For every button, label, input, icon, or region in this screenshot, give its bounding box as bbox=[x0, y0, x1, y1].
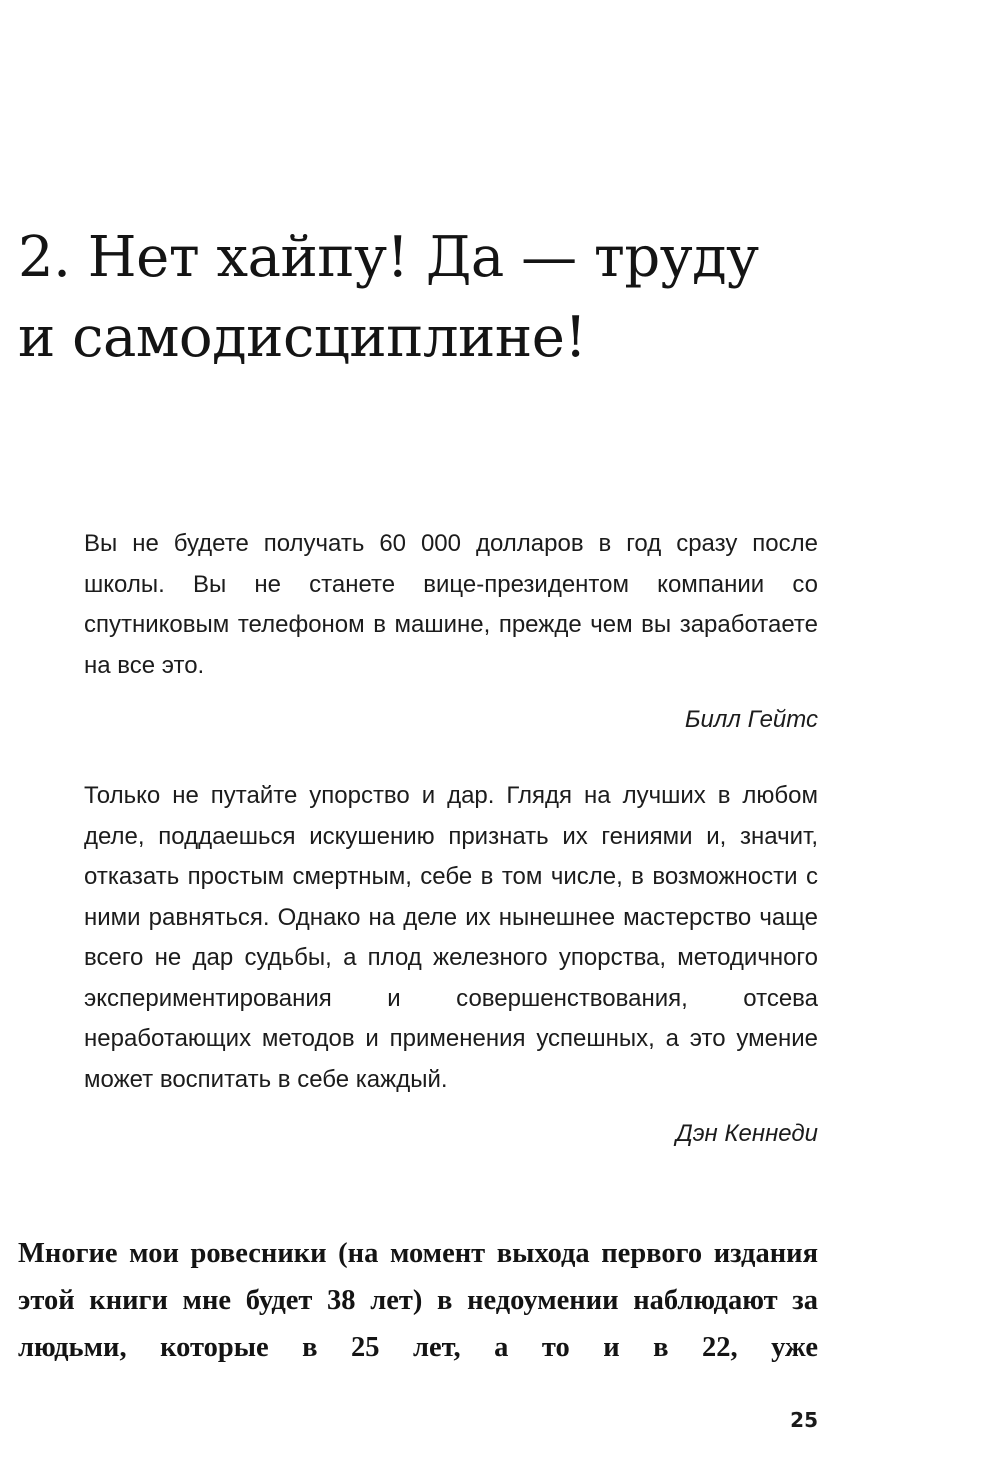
chapter-title bbox=[18, 218, 918, 378]
page-number: 25 bbox=[790, 1408, 818, 1432]
body-paragraph: Многие мои ровесники (на момент выхода первого издания этой книги мне будет 38 лет) в недоумении наблюдают за людьми, которые в 25 лет, а то и в 22, уже bbox=[18, 1238, 818, 1363]
epigraph-text: Только не путайте упорство и дар. Глядя на лучших в любом деле, поддаешься искушению признать их гениями и, значит, отказать простым смертным, себе в том числе, в возможности с ними равняться. Однако на деле их нынешнее мастерство чаще всего не дар судьбы, а плод железного упорства, методичного экспериментирования и совершенствования, отсева неработающих методов и применения успешных, а это умение может воспитать в себе каждый. bbox=[84, 782, 818, 1093]
epigraph-gates bbox=[84, 524, 818, 740]
epigraph-author: Дэн Кеннеди bbox=[675, 1120, 818, 1147]
epigraph-author: Билл Гейтс bbox=[684, 706, 818, 733]
chapter-title-line-2: и самодисциплине! bbox=[18, 305, 587, 370]
epigraph-kennedy bbox=[84, 776, 818, 1154]
chapter-title-line-1: 2. Нет хайпу! Да — труду bbox=[18, 225, 759, 290]
epigraph-text: Вы не будете получать 60 000 долларов в год сразу после школы. Вы не станете вице-президентом компании со спутниковым телефоном в машине, прежде чем вы заработаете на все это. bbox=[84, 530, 818, 679]
